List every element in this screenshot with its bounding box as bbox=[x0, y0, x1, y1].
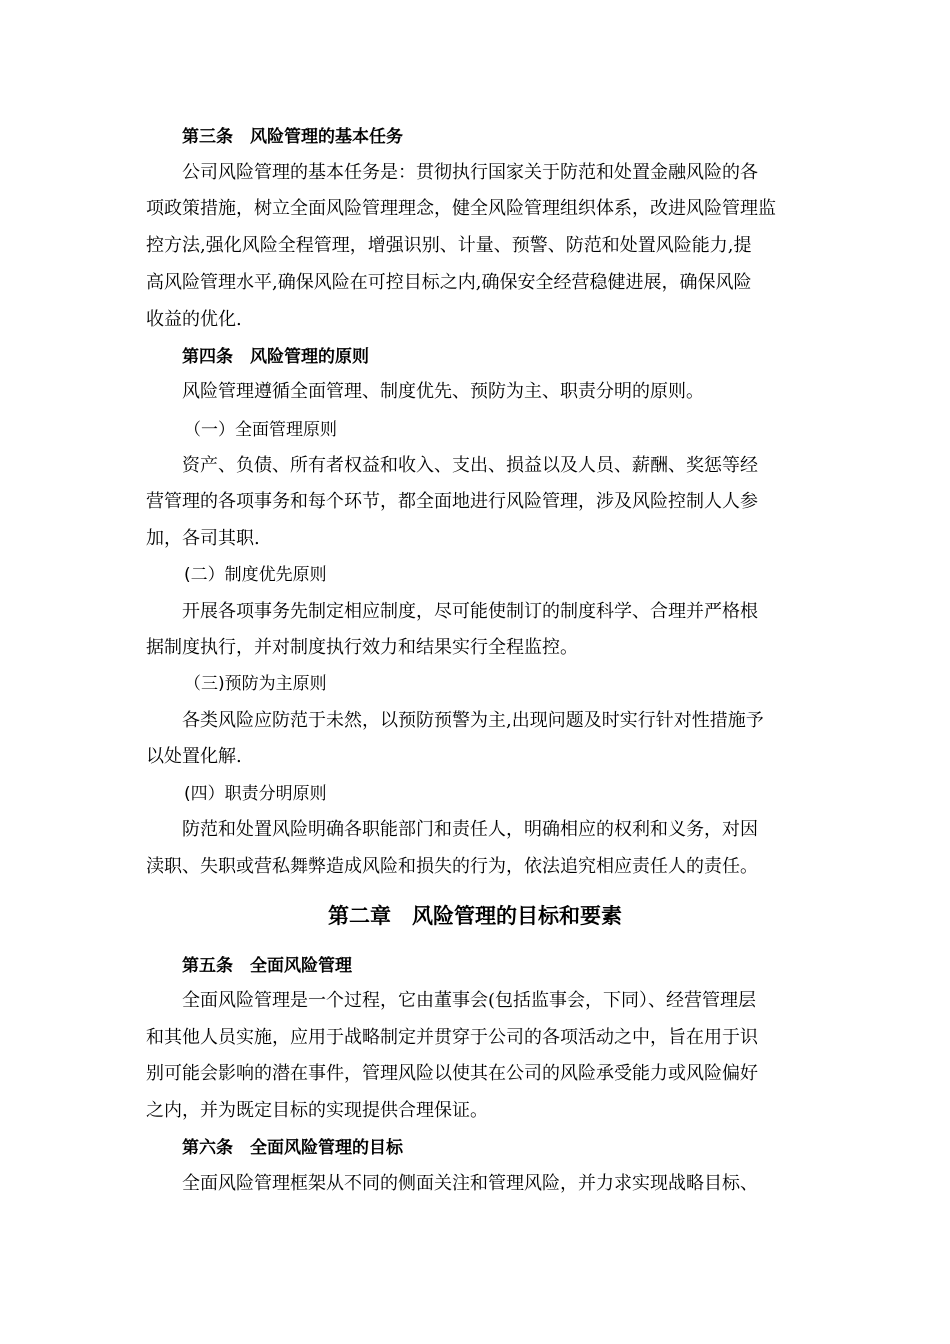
article-4-heading: 第四条 风险管理的原则 bbox=[182, 347, 369, 367]
article-5-line-3: 别可能会影响的潜在事件，管理风险以使其在公司的风险承受能力或风险偏好 bbox=[146, 1063, 758, 1084]
article-6-heading: 第六条 全面风险管理的目标 bbox=[182, 1138, 403, 1158]
principle-4-line-2: 渎职、失职或营私舞弊造成风险和损失的行为，依法追究相应责任人的责任。 bbox=[146, 856, 758, 877]
principle-2-line-2: 据制度执行，并对制度执行效力和结果实行全程监控。 bbox=[146, 637, 578, 658]
principle-4-title: (四）职责分明原则 bbox=[184, 784, 327, 804]
principle-1-line-3: 加，各司其职. bbox=[146, 528, 260, 549]
principle-3-line-1: 各类风险应防范于未然，以预防预警为主,出现问题及时实行针对性措施予 bbox=[182, 710, 764, 731]
principle-3-title: （三)预防为主原则 bbox=[184, 674, 327, 694]
article-3-heading: 第三条 风险管理的基本任务 bbox=[182, 127, 403, 147]
principle-1-line-2: 营管理的各项事务和每个环节，都全面地进行风险管理，涉及风险控制人人参 bbox=[146, 491, 758, 512]
article-3-line-5: 收益的优化. bbox=[146, 309, 242, 330]
article-3-line-3: 控方法,强化风险全程管理，增强识别、计量、预警、防范和处置风险能力,提 bbox=[146, 235, 752, 256]
chapter-2-title: 第二章 风险管理的目标和要素 bbox=[328, 904, 622, 928]
principle-2-line-1: 开展各项事务先制定相应制度，尽可能使制订的制度科学、合理并严格根 bbox=[182, 601, 758, 622]
article-4-intro: 风险管理遵循全面管理、制度优先、预防为主、职责分明的原则。 bbox=[182, 381, 704, 402]
principle-2-title: (二）制度优先原则 bbox=[184, 565, 327, 585]
article-5-line-4: 之内，并为既定目标的实现提供合理保证。 bbox=[146, 1100, 488, 1121]
article-3-line-4: 高风险管理水平,确保风险在可控目标之内,确保安全经营稳健进展，确保风险 bbox=[146, 272, 752, 293]
principle-3-line-2: 以处置化解. bbox=[146, 746, 242, 767]
article-5-line-1: 全面风险管理是一个过程，它由董事会(包括监事会，下同）、经营管理层 bbox=[182, 990, 757, 1011]
article-6-line-1: 全面风险管理框架从不同的侧面关注和管理风险，并力求实现战略目标、 bbox=[182, 1173, 758, 1194]
article-3-line-1: 公司风险管理的基本任务是：贯彻执行国家关于防范和处置金融风险的各 bbox=[182, 162, 758, 183]
article-5-heading: 第五条 全面风险管理 bbox=[182, 956, 352, 976]
article-5-line-2: 和其他人员实施，应用于战略制定并贯穿于公司的各项活动之中，旨在用于识 bbox=[146, 1027, 758, 1048]
principle-4-line-1: 防范和处置风险明确各职能部门和责任人，明确相应的权利和义务，对因 bbox=[182, 819, 758, 840]
principle-1-line-1: 资产、负债、所有者权益和收入、支出、损益以及人员、薪酬、奖惩等经 bbox=[182, 455, 758, 476]
article-3-line-2: 项政策措施，树立全面风险管理理念，健全风险管理组织体系，改进风险管理监 bbox=[146, 198, 776, 219]
principle-1-title: （一）全面管理原则 bbox=[184, 420, 337, 440]
